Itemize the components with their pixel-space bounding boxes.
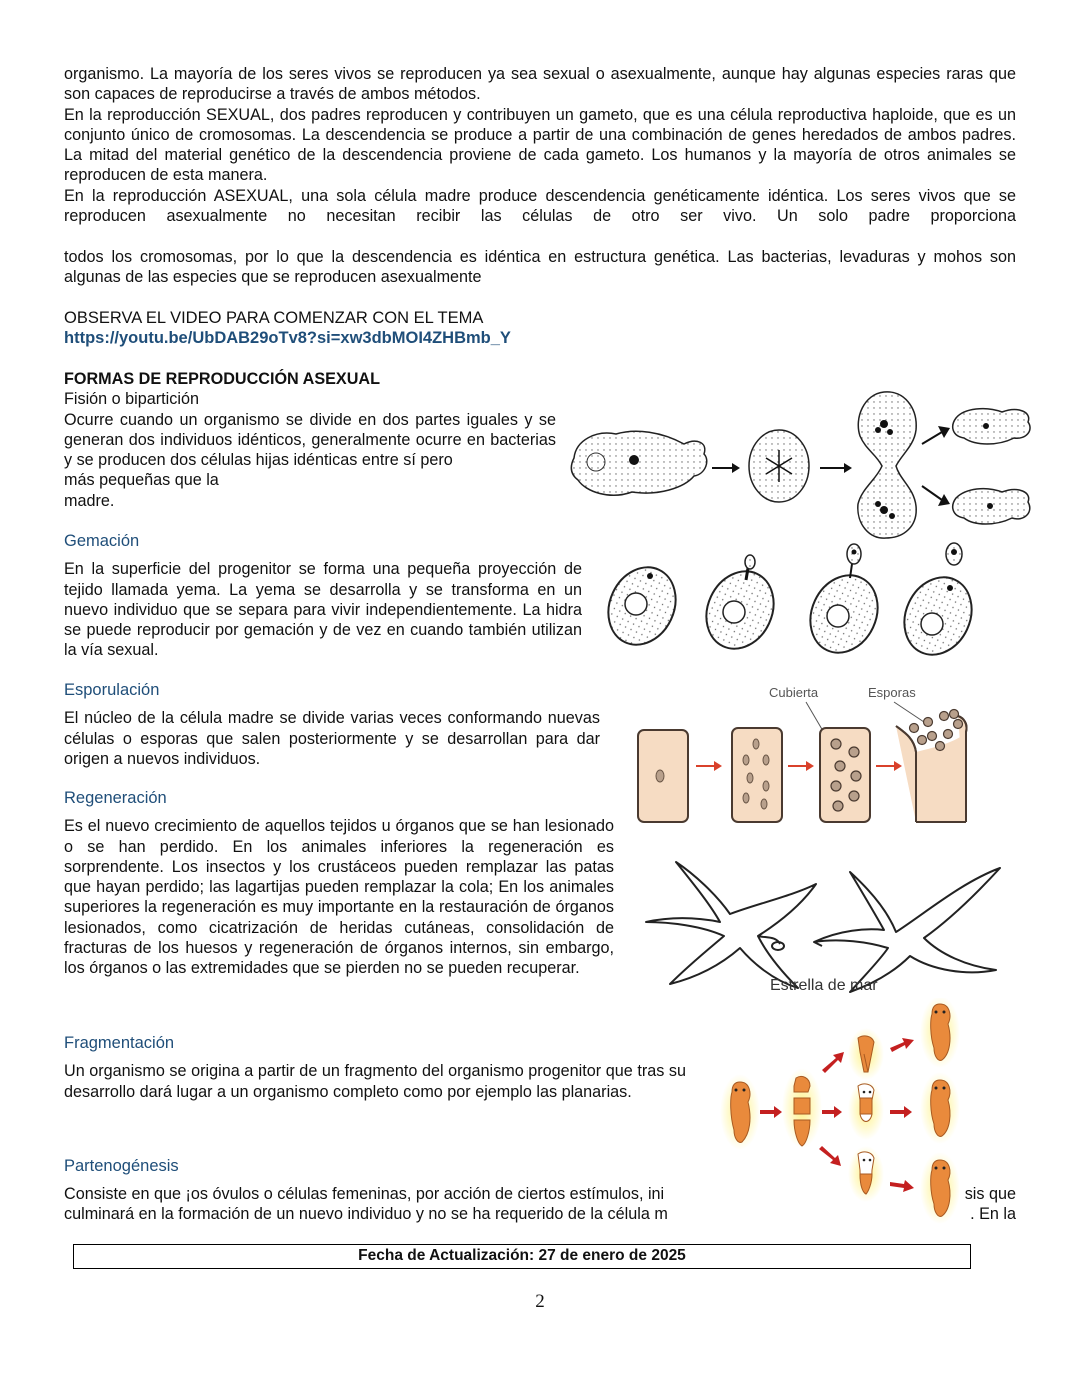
partenogenesis-line1-right: sis que <box>964 1185 1016 1204</box>
planaria-cut <box>782 1068 822 1148</box>
label-cubierta: Cubierta <box>769 685 819 700</box>
intro-paragraph-4: todos los cromosomas, por lo que la descendencia es idéntica en estructura genética. Las bacterias, levaduras y mohos son algunas de las especies que se reproducen asexualmente <box>64 248 1016 287</box>
spore-cell-3 <box>820 728 870 822</box>
regeneracion-title: Regeneración <box>64 789 167 807</box>
esporulacion-title: Esporulación <box>64 681 160 699</box>
dividing-cell <box>749 430 809 502</box>
daughter-cell-bottom <box>953 489 1030 524</box>
spore-cell-1 <box>638 730 688 822</box>
video-section <box>64 308 1016 349</box>
arrow-frag-down <box>819 1146 841 1166</box>
fision-text-line4: más pequeñas que la <box>64 471 219 490</box>
intro-paragraph-1: organismo. La mayoría de los seres vivos se reproducen ya sea sexual o asexualmente, aunque hay algunas especies raras que son capaces de reproducirse a través de ambos métodos. <box>64 65 1016 104</box>
fragmentacion-text: Un organismo se origina a partir de un fragmento del organismo progenitor que tras su desarrollo dará lugar a un organismo completo como por ejemplo las planarias. <box>64 1062 686 1101</box>
planaria-adult-top <box>920 998 960 1068</box>
video-label: OBSERVA EL VIDEO PARA COMENZAR CON EL TEMA <box>64 309 484 327</box>
page-number: 2 <box>535 1291 545 1312</box>
fision-section <box>64 369 556 511</box>
regeneracion-text: Es el nuevo crecimiento de aquellos tejidos u órganos que se han lesionado o se han perdido. En los animales inferiores la regeneración es sorprendente. Los insectos y los crustáceos pueden remplazar las patas que hayan perdido; las lagartijas pueden remplazar la cola; En los animales superiores la regeneración es muy importante en la restauración de órganos lesionados, como cicatrización de heridas cutáneas, consolidación de fracturas de los huesos y regeneración de órganos internos, sin embargo, los órganos o las extremidades que se pierden no se pueden recuperar. <box>64 817 614 978</box>
fision-text: Ocurre cuando un organismo se divide en dos partes iguales y se generan dos individuos idénticos, generalmente ocurre en bacterias y se producen dos células hijas idénticas entre sí pero <box>64 410 556 470</box>
arrow-frag-mid <box>822 1106 842 1118</box>
arrow-up <box>922 426 950 444</box>
gemacion-section <box>64 531 582 661</box>
fision-title: Fisión o bipartición <box>64 390 199 409</box>
regeneracion-section <box>64 788 614 979</box>
fragmentacion-section <box>64 1033 686 1102</box>
spore-cell-4 <box>896 710 967 823</box>
arrow-frag-up <box>822 1052 844 1073</box>
daughter-cell-top <box>953 409 1030 444</box>
red-arrow-3 <box>876 761 902 771</box>
video-link[interactable]: https://youtu.be/UbDAB29oTv8?si=xw3dbMOI4ZHBmb_Y <box>64 329 511 348</box>
partenogenesis-line2-left: culminará en la formación de un nuevo individuo y no se ha requerido de la célula m <box>64 1205 668 1224</box>
arrow-2 <box>820 463 852 473</box>
update-date: Fecha de Actualización: 27 de enero de 2025 <box>358 1247 686 1264</box>
update-date-box <box>73 1244 971 1269</box>
arrow-frag-top-right <box>890 1038 914 1052</box>
yeast-cell-2 <box>694 555 786 658</box>
section-title: FORMAS DE REPRODUCCIÓN ASEXUAL <box>64 370 380 388</box>
starfish-left <box>646 862 816 988</box>
yeast-cell-3 <box>798 544 890 658</box>
arrow-frag-mid-right <box>890 1106 912 1118</box>
arrow-frag-bottom-right <box>890 1180 914 1192</box>
partenogenesis-line2-right: . En la <box>970 1205 1016 1224</box>
starfish-figure <box>640 852 1010 998</box>
splitting-cell <box>858 392 916 538</box>
fragmentacion-title: Fragmentación <box>64 1034 175 1052</box>
starfish-right <box>814 868 1000 992</box>
spore-cell-2 <box>732 728 782 822</box>
arrow-1 <box>712 463 740 473</box>
starfish-caption: Estrella de mar <box>770 977 878 994</box>
intro-paragraph-2: En la reproducción SEXUAL, dos padres reproducen y contribuyen un gameto, que es una célula reproductiva haploide, que es un conjunto único de cromosomas. La descendencia se produce a partir de una combinación de genes heredados de ambos padres. La mitad del material genético de la descendencia proviene de cada gameto. Los humanos y la mayoría de otros animales se reproducen de esta manera. <box>64 105 1016 185</box>
gemacion-title: Gemación <box>64 532 140 550</box>
planaria-head-regrow <box>848 1028 884 1080</box>
yeast-cell-4 <box>892 543 984 658</box>
planaria-adult-bottom <box>920 1152 960 1224</box>
gemacion-text: En la superficie del progenitor se forma una pequeña proyección de tejido llamada yema. La yema se desarrolla y se transforma en un nuevo individuo que se separa para vivir independientemente. La hidra se puede reproducir por gemación y de vez en cuando también utilizan la vía sexual. <box>64 560 582 660</box>
arrow-frag-1 <box>760 1106 782 1118</box>
binary-fission-figure <box>566 388 1036 542</box>
esporulacion-section <box>64 680 600 769</box>
budding-figure <box>604 540 984 658</box>
planaria-tail-regrow <box>848 1146 884 1202</box>
intro-paragraph-3: En la reproducción ASEXUAL, una sola célula madre produce descendencia genéticamente idéntica. Los seres vivos que se reproducen asexualmente no necesitan recibir las células de otro ser vivo. Un solo padre proporciona <box>64 186 1016 226</box>
label-esporas: Esporas <box>868 685 916 700</box>
sporulation-figure <box>632 682 972 828</box>
red-arrow-2 <box>788 761 814 771</box>
red-arrow-1 <box>696 761 722 771</box>
fragmentation-figure <box>718 998 968 1228</box>
intro-section <box>64 64 1016 226</box>
partenogenesis-title: Partenogénesis <box>64 1157 179 1175</box>
yeast-cell-1 <box>604 556 688 656</box>
amoeba-cell <box>571 431 706 495</box>
planaria-adult-mid <box>920 1072 960 1144</box>
planaria-mid-regrow <box>848 1080 884 1140</box>
fision-text-line5: madre. <box>64 491 115 510</box>
planaria-parent <box>720 1074 760 1150</box>
esporulacion-text: El núcleo de la célula madre se divide varias veces conformando nuevas células o esporas que salen posteriormente y se desarrollan para dar origen a nuevos individuos. <box>64 709 600 768</box>
partenogenesis-line1-left: Consiste en que ¡os óvulos o células femeninas, por acción de ciertos estímulos, ini <box>64 1185 665 1204</box>
arrow-down <box>922 486 950 506</box>
intro-continuation <box>64 247 1016 288</box>
